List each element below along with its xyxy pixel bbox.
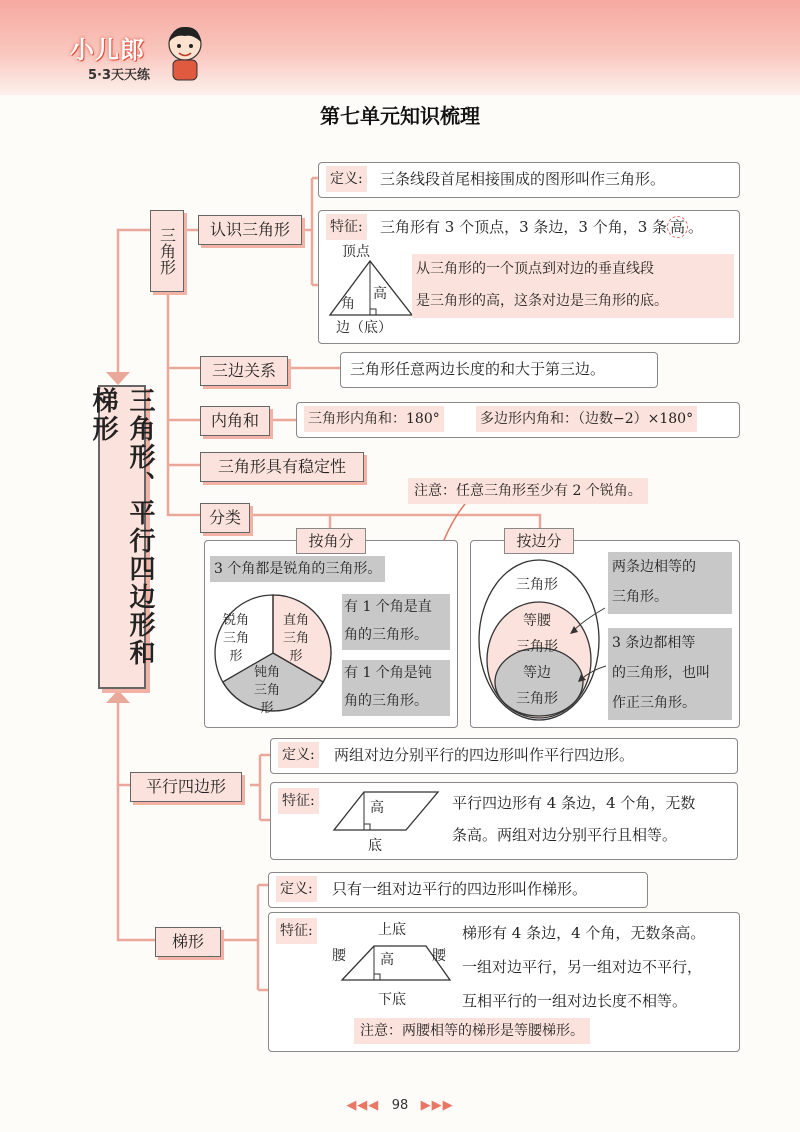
main-topic-label: 三角形、平行四边形和梯形: [98, 385, 146, 689]
right-triangle-label: 直角三角形: [282, 613, 309, 664]
triangle-sides-text: 三角形任意两边长度的和大于第三边。: [350, 360, 606, 378]
trapezoid-right-leg-label: 腰: [432, 948, 446, 964]
logo: 小儿郎: [70, 36, 145, 64]
prev-arrows-icon: ◀◀◀: [346, 1098, 380, 1113]
trapezoid-left-leg-label: 腰: [332, 948, 346, 964]
definition-tag: 定义:: [276, 876, 317, 902]
trapezoid-feature-2: 一组对边平行，另一组对边不平行，: [462, 958, 703, 976]
page-footer: [0, 1098, 800, 1113]
interior-angle-label: 内角和: [200, 406, 270, 436]
equilateral-label-1: 等边: [523, 665, 551, 681]
isosceles-label-1: 等腰: [523, 613, 551, 629]
parallelogram-definition-text: 两组对边分别平行的四边形叫作平行四边形。: [334, 746, 635, 764]
base-label: 边（底）: [336, 320, 392, 336]
triangle-feature-text: 三角形有 3 个顶点，3 条边，3 个角，3 条 高 。: [380, 218, 704, 236]
parallelogram-feature-2: 条高。两组对边分别平行且相等。: [452, 826, 678, 844]
polygon-angle-sum: 多边形内角和：（边数−2）×180°: [476, 406, 697, 432]
feature-tag: 特征:: [276, 918, 317, 944]
triangle-angle-sum: 三角形内角和：180°: [304, 406, 444, 432]
triangle-sides-label: 三边关系: [200, 356, 288, 386]
triangle-definition-text: 三条线段首尾相接围成的图形叫作三角形。: [380, 170, 666, 188]
isosceles-trapezoid-note: 注意：两腰相等的梯形是等腰梯形。: [354, 1018, 590, 1044]
trapezoid-feature-3: 互相平行的一组对边长度不相等。: [462, 992, 688, 1010]
acute-description: 3 个角都是锐角的三角形。: [210, 556, 385, 582]
triangle-label: 三角形: [150, 210, 184, 292]
trapezoid-definition-text: 只有一组对边平行的四边形叫作梯形。: [332, 880, 588, 898]
parallelogram-label: 平行四边形: [130, 772, 242, 802]
outer-triangle-label: 三角形: [516, 577, 558, 593]
trapezoid-bottom-base-label: 下底: [378, 992, 406, 1008]
equilateral-label-2: 三角形: [516, 691, 558, 707]
page-title: 第七单元知识梳理: [320, 104, 480, 128]
parallelogram-figure: [330, 788, 442, 838]
acute-triangle-label: 锐角三角形: [222, 613, 249, 664]
feature-tag: 特征:: [326, 214, 367, 240]
page-number: 98: [391, 1098, 409, 1113]
trapezoid-height-label: 高: [380, 952, 394, 968]
angle-label: 角: [341, 296, 355, 312]
height-circle: 高: [667, 216, 688, 238]
acute-angle-note: 注意：任意三角形至少有 2 个锐角。: [408, 478, 648, 504]
obtuse-triangle-label: 钝角三角形: [253, 665, 280, 716]
vertex-label: 顶点: [342, 244, 370, 260]
stability-label: 三角形具有稳定性: [200, 452, 364, 482]
trapezoid-top-base-label: 上底: [378, 922, 406, 938]
classify-label: 分类: [200, 503, 250, 533]
trapezoid-feature-1: 梯形有 4 条边，4 个角，无数条高。: [462, 924, 706, 942]
definition-tag: 定义:: [278, 742, 319, 768]
parallelogram-feature-1: 平行四边形有 4 条边，4 个角，无数: [452, 794, 696, 812]
next-arrows-icon: ▶▶▶: [420, 1098, 454, 1113]
by-angle-title: 按角分: [296, 528, 366, 554]
height-label: 高: [373, 286, 387, 302]
by-side-title: 按边分: [504, 528, 574, 554]
isosceles-label-2: 三角形: [516, 639, 558, 655]
trapezoid-label: 梯形: [155, 927, 221, 957]
feature-tag: 特征:: [278, 788, 319, 814]
parallelogram-height-label: 高: [370, 800, 384, 816]
recognize-triangle-label: 认识三角形: [198, 215, 302, 245]
definition-tag: 定义:: [326, 166, 367, 192]
logo-subtitle: 5·3天天练: [88, 68, 151, 83]
parallelogram-base-label: 底: [368, 838, 382, 854]
